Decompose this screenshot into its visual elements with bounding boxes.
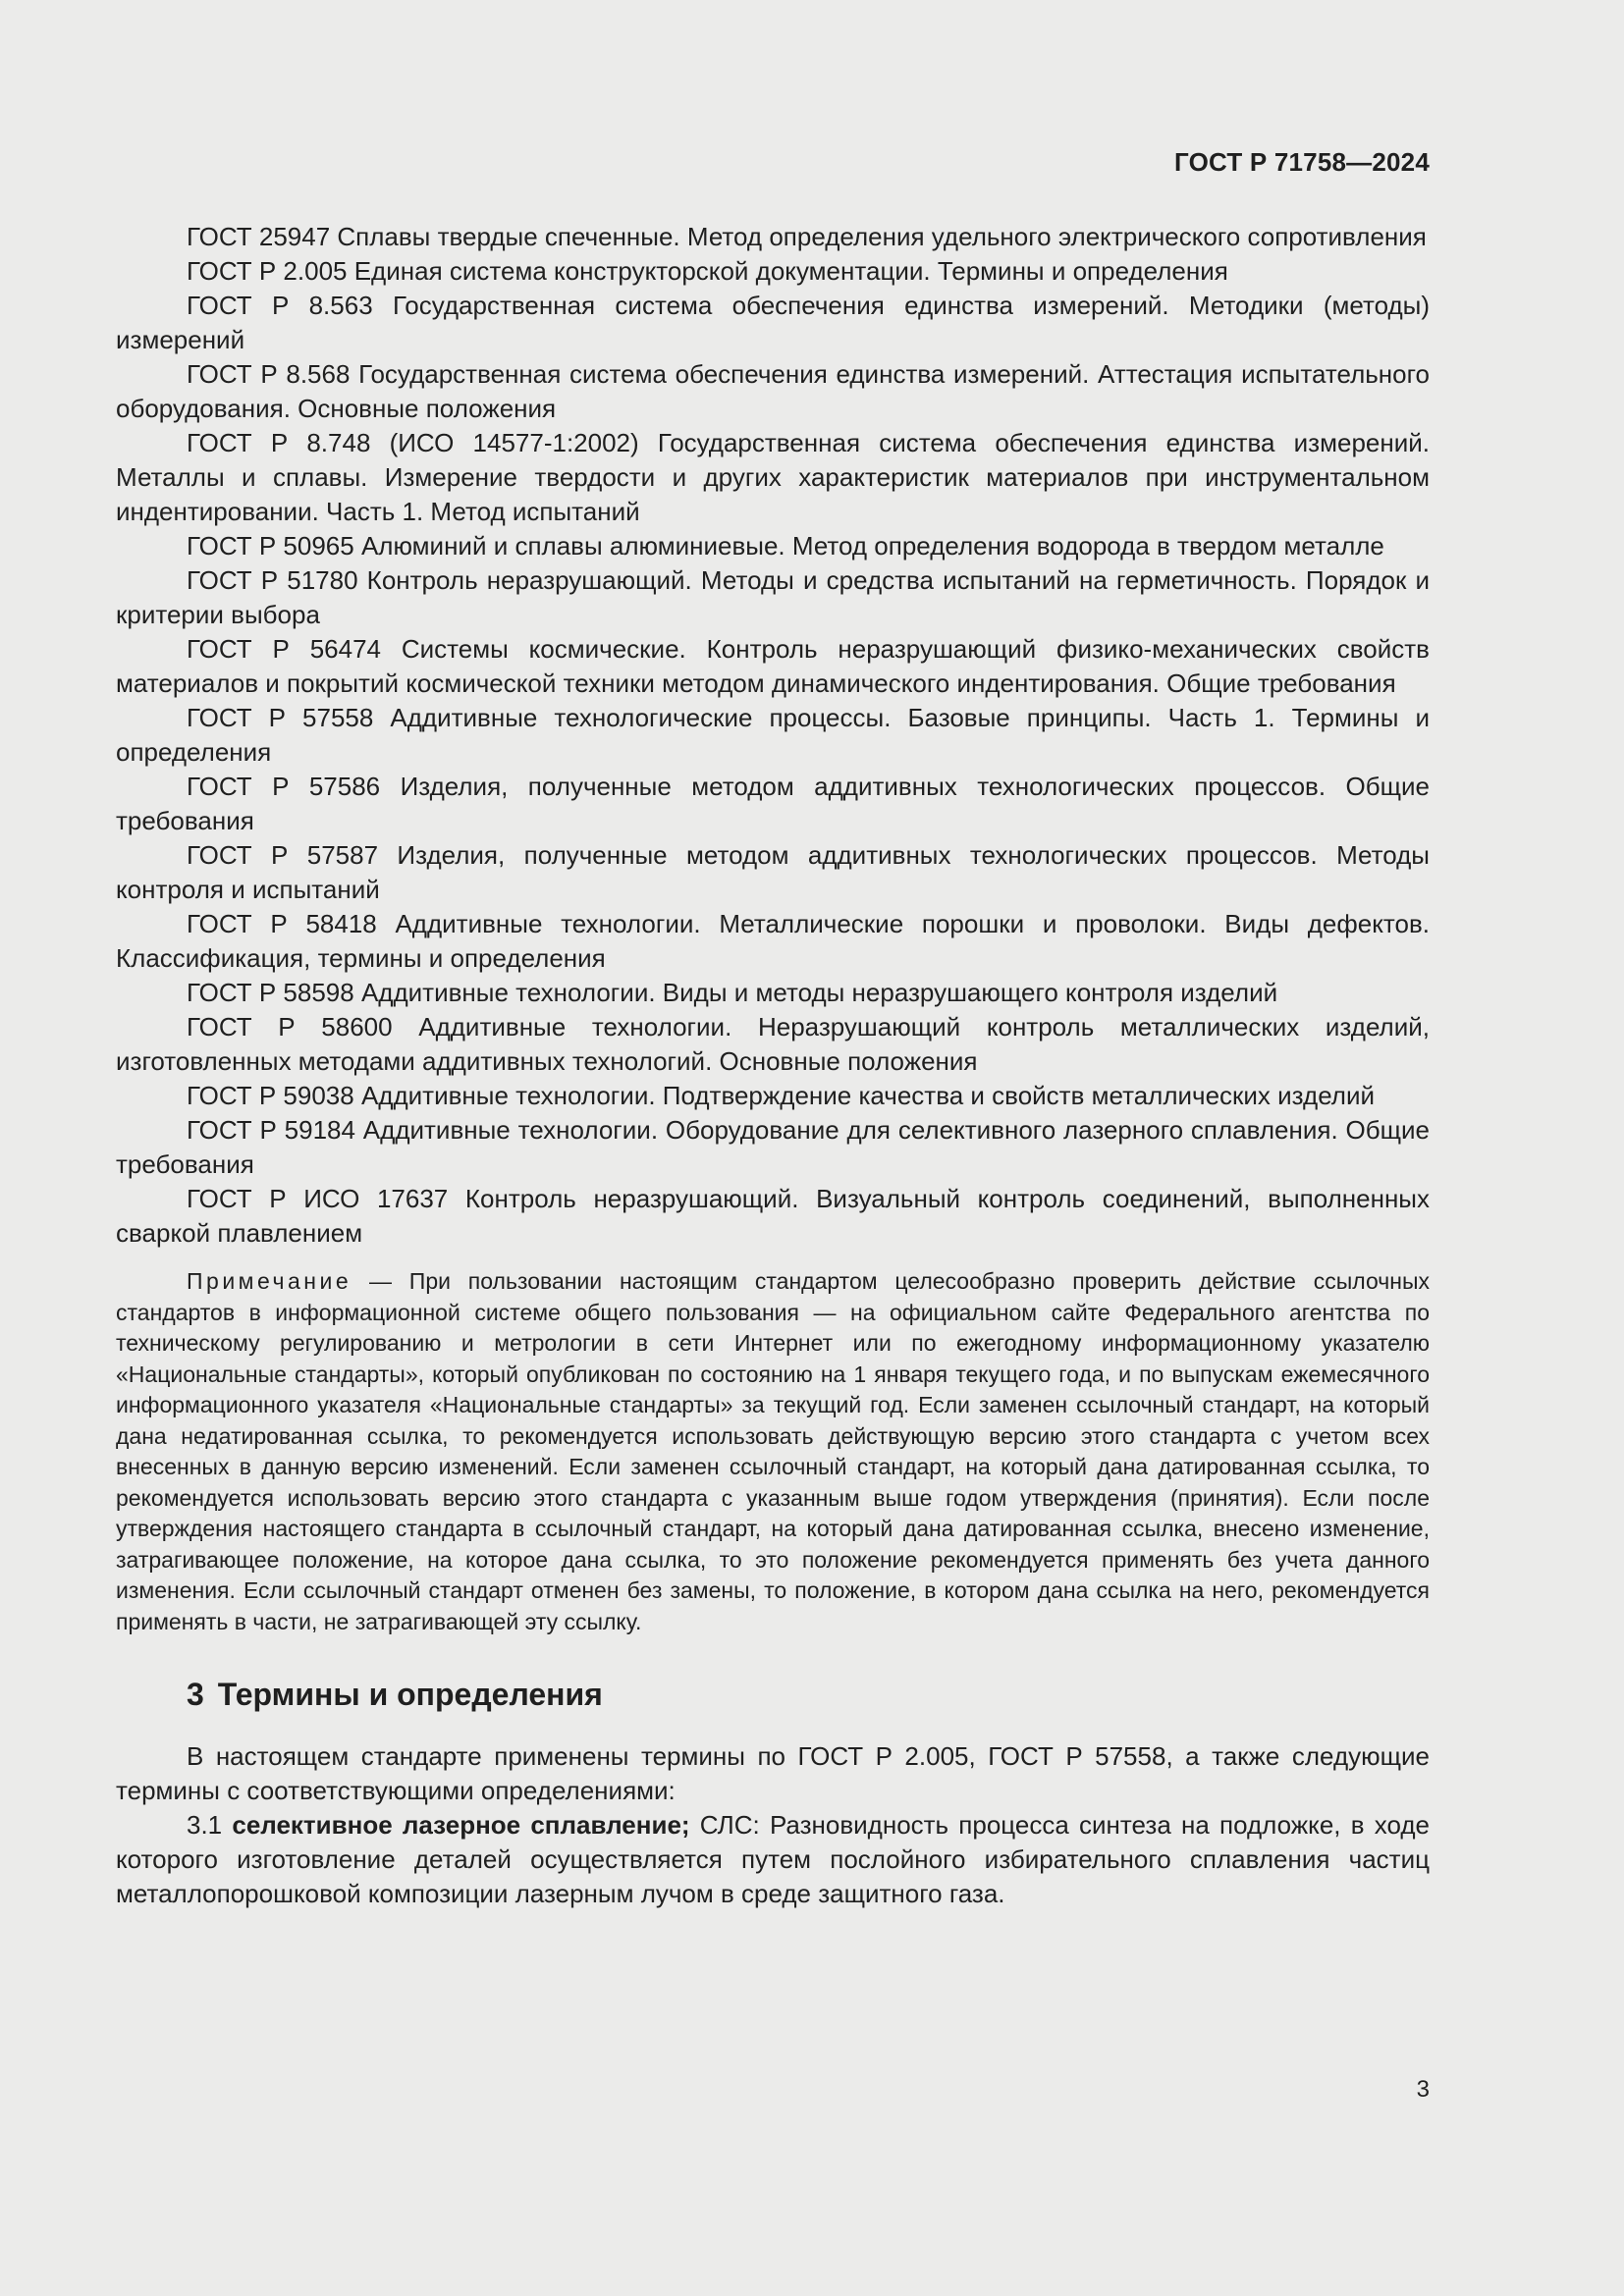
section-number: 3 — [187, 1677, 204, 1712]
reference-item: ГОСТ Р 8.563 Государственная система обеспечения единства измерений. Методики (методы) измерений — [116, 291, 1430, 354]
reference-item: ГОСТ Р ИСО 17637 Контроль неразрушающий. Визуальный контроль соединений, выполненных сваркой плавлением — [116, 1184, 1430, 1248]
note-paragraph — [116, 1266, 1430, 1637]
section-title: Термины и определения — [217, 1677, 603, 1712]
term-name: селективное лазерное сплавление; — [232, 1810, 690, 1840]
term-text: СЛС: Разновидность процесса синтеза на подложке, в ходе которого изготовление деталей осуществляется путем послойного избирательного сплавления частиц металлопорошковой композиции лазерным лучом в среде защитного газа. — [116, 1810, 1430, 1908]
reference-item: ГОСТ Р 56474 Системы космические. Контроль неразрушающий физико-механических свойств материалов и покрытий космической техники методом динамического индентирования. Общие требования — [116, 634, 1430, 698]
reference-item: ГОСТ Р 58418 Аддитивные технологии. Металлические порошки и проволоки. Виды дефектов. Классификация, термины и определения — [116, 909, 1430, 973]
reference-item: ГОСТ Р 57587 Изделия, полученные методом аддитивных технологических процессов. Методы контроля и испытаний — [116, 840, 1430, 904]
reference-item: ГОСТ Р 57586 Изделия, полученные методом аддитивных технологических процессов. Общие требования — [116, 772, 1430, 835]
reference-item: ГОСТ 25947 Сплавы твердые спеченные. Метод определения удельного электрического сопротивления — [187, 222, 1427, 251]
reference-item: ГОСТ Р 58600 Аддитивные технологии. Неразрушающий контроль металлических изделий, изготовленных методами аддитивных технологий. Основные положения — [116, 1012, 1430, 1076]
page-number: 3 — [1416, 2076, 1430, 2103]
reference-item: ГОСТ Р 2.005 Единая система конструкторской документации. Термины и определения — [187, 256, 1228, 286]
reference-item: ГОСТ Р 8.748 (ИСО 14577-1:2002) Государственная система обеспечения единства измерений. Металлы и сплавы. Измерение твердости и других характеристик материалов при инструментальном индентировании. Часть 1. Метод испытаний — [116, 428, 1430, 526]
reference-item: ГОСТ Р 8.568 Государственная система обеспечения единства измерений. Аттестация испытательного оборудования. Основные положения — [116, 359, 1430, 423]
note-label: Примечание — [187, 1268, 352, 1294]
reference-item: ГОСТ Р 51780 Контроль неразрушающий. Методы и средства испытаний на герметичность. Порядок и критерии выбора — [116, 565, 1430, 629]
document-header: ГОСТ Р 71758—2024 — [1174, 147, 1430, 177]
section-heading — [187, 1675, 1430, 1714]
reference-item: ГОСТ Р 58598 Аддитивные технологии. Виды и методы неразрушающего контроля изделий — [187, 978, 1278, 1007]
references-list — [116, 220, 1430, 1251]
reference-item: ГОСТ Р 57558 Аддитивные технологические процессы. Базовые принципы. Часть 1. Термины и определения — [116, 703, 1430, 767]
page-content — [116, 220, 1430, 1911]
section-intro: В настоящем стандарте применены термины по ГОСТ Р 2.005, ГОСТ Р 57558, а также следующие термины с соответствующими определениями: — [116, 1741, 1430, 1805]
reference-item: ГОСТ Р 50965 Алюминий и сплавы алюминиевые. Метод определения водорода в твердом металле — [187, 531, 1384, 561]
term-number: 3.1 — [187, 1810, 223, 1840]
note-text: — При пользовании настоящим стандартом целесообразно проверить действие ссылочных стандартов в информационной системе общего пользования — на официальном сайте Федерального агентства по техническому регулированию и метрологии в сети Интернет или по ежегодному информационному указателю «Национальные стандарты», который опубликован по состоянию на 1 января текущего года, и по выпускам ежемесячного информационного указателя «Национальные стандарты» за текущий год. Если заменен ссылочный стандарт, на который дана недатированная ссылка, то рекомендуется использовать действующую версию этого стандарта с учетом всех внесенных в данную версию изменений. Если заменен ссылочный стандарт, на который дана датированная ссылка, то рекомендуется использовать версию этого стандарта с указанным выше годом утверждения (принятия). Если после утверждения настоящего стандарта в ссылочный стандарт, на который дана датированная ссылка, внесено изменение, затрагивающее положение, на которое дана ссылка, то это положение рекомендуется применять без учета данного изменения. Если ссылочный стандарт отменен без замены, то положение, в котором дана ссылка на него, рекомендуется применять в части, не затрагивающей эту ссылку. — [116, 1268, 1430, 1634]
term-definition — [116, 1808, 1430, 1911]
reference-item: ГОСТ Р 59184 Аддитивные технологии. Оборудование для селективного лазерного сплавления. Общие требования — [116, 1115, 1430, 1179]
reference-item: ГОСТ Р 59038 Аддитивные технологии. Подтверждение качества и свойств металлических изделий — [187, 1081, 1376, 1110]
